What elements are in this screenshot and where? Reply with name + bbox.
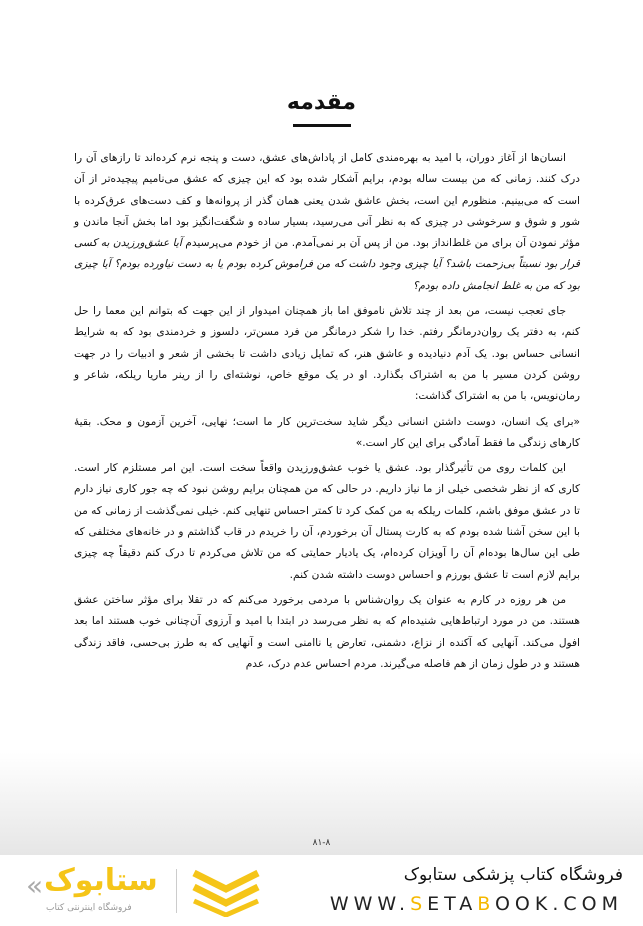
double-chevron-icon: « xyxy=(26,869,44,902)
store-logo xyxy=(24,863,274,919)
page-number: ۸۱-۸ xyxy=(312,838,331,848)
logo-divider xyxy=(176,869,177,913)
store-url[interactable]: WWW.SETABOOK.COM xyxy=(329,893,623,915)
paragraph-2: جای تعجب نیست، من بعد از چند تلاش ناموفق اما باز همچنان امیدوار از این جهت که بتوانم این معما را حل کنم، به دفتر یک روان‌درمانگر رفتم. خدا را شکر درمانگر من فرد مسن‌تر، دلسوز و خردمندی بود که به شرایط انسانی حساس بود. یک آدم دنیادیده و عاشق هنر، که تمایل زیادی داشت تا بخشی از شعر و ادبیات را در جهت روشن کردن مسیر با من به اشتراک بگذارد. او در یک موقع خاص، نوشته‌ای را از رینر ماریا ریلکه، شاعر و رمان‌نویس، با من به اشتراک گذاشت: xyxy=(74,305,580,403)
paragraph-3: این کلمات روی من تأثیرگذار بود. عشق یا خوب عشق‌ورزیدن واقعاً سخت است. این امر مستلزم کار است. کاری که از نظر شخصی خیلی از ما نیاز داریم. در حالی که من همچنان برایم روشن نبود که چه جور کاری نیاز دارم تا در عشق موفق باشم، کلمات ریلکه به من کمک کرد تا کمتر احساس تنهایی کنم. خیلی نمی‌گذشت از زمانی که من با این سخن آشنا شده بودم که به کارت پستال آن برخوردم، آن را خریدم در قاب گذاشتم و در خانه‌های مختلفی که طی این سال‌ها بوده‌ام آن را آویزان کرده‌ام، یک یادیار حمایتی که من تلاش می‌کردم تا درک کنم دقیقاً چه چیزی برایم لازم است تا عشق بورزم و احساس دوست داشته شدن کنم. xyxy=(74,462,580,581)
store-name: فروشگاه کتاب پزشکی ستابوک xyxy=(403,865,623,885)
page-title: مقدمه xyxy=(286,90,357,115)
paragraph-1: انسان‌ها از آغاز دوران، با امید به بهره‌مندی کامل از پاداش‌های عشق، دست و پنجه نرم کرده‌اند تا رازهای آن را درک کنند. زمانی که من بیست ساله بودم، برایم آشکار شده بود که این چیزی که عشق می‌نامیم پیچیده‌تر از آن است که می‌بینیم. منظورم این است، بخش عاشق شدن یعنی همان گذر از پروانه‌ها و کف دست‌های عرق‌کرده با شور و شوق و سرخوشی در چیزی که به نظر آنی می‌رسید، بسیار ساده و شگفت‌انگیز بود اما بخش آنجا ماندن و مؤثر نمودن آن برای من غلط‌انداز بود. من از پس آن بر نمی‌آمدم. من از خودم می‌پرسیدم آیا عشق‌ورزیدن به کسی قرار بود نسبتاً بی‌زحمت باشد؟ آیا چیزی وجود داشت که من فراموش کرده بودم یا به دست نیاورده بودم؟ آیا چیزی بود که من به غلط انجامش داده بودم؟ xyxy=(74,152,581,292)
rilke-quote: «برای یک انسان، دوست داشتن انسانی دیگر شاید سخت‌ترین کار ما است؛ نهایی، آخرین آزمون و محک. بقیهٔ کارهای زندگی ما فقط آمادگی برای این کار است.» xyxy=(74,415,580,449)
logo-wordmark: ستابوک xyxy=(44,863,158,898)
title-underline xyxy=(293,124,351,127)
document-body xyxy=(74,148,580,679)
watermark-footer xyxy=(0,855,643,926)
logo-tagline: فروشگاه اینترنتی کتاب xyxy=(46,903,132,913)
italic-questions: آیا عشق‌ورزیدن به کسی قرار بود نسبتاً بی‌زحمت باشد؟ آیا چیزی وجود داشت که من فراموش کرده بودم یا به دست نیاورده بودم؟ آیا چیزی بود که من به غلط انجامش داده بودم؟ xyxy=(74,237,580,292)
chevron-stack-icon xyxy=(190,869,262,917)
paragraph-4: من هر روزه در کارم به عنوان یک روان‌شناس با مردمی برخورد می‌کنم که در تقلا برای مؤثر ساختن عشق هستند. من در مورد ارتباط‌هایی شنیده‌ام که به نظر می‌رسد در ابتدا با امید و آرزوی آن‌چنانی خوب هستند اما بعد افول می‌کند. آنهایی که آکنده از نزاع، دشمنی، تعارض یا ناامنی است و آنهایی که به طرز بی‌حسی، فاقد زندگی هستند و در طول زمان از هم فاصله می‌گیرند. مردم احساس عدم درک، عدم xyxy=(74,593,580,670)
